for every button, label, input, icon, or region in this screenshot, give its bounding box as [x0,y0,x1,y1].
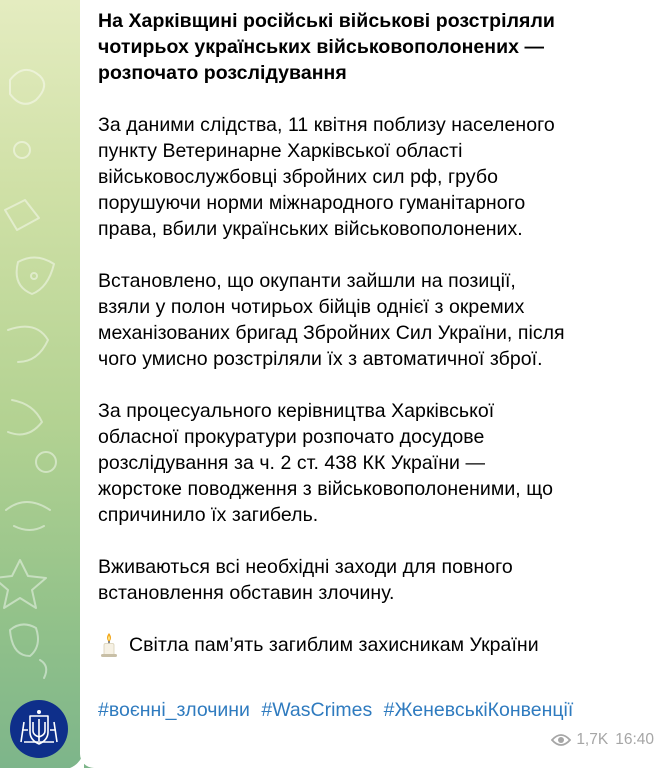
hashtag-row [98,697,573,723]
message-meta [551,729,654,751]
post-title: На Харківщині російські військові розстріляли чотирьох українських військовополонених — розпочато розслідування [98,10,555,84]
prosecutor-emblem-icon [10,700,68,758]
candle-icon [98,632,120,658]
hashtag-geneva-conventions[interactable]: #ЖеневськіКонвенції [383,699,574,721]
paragraph-investigation: За даними слідства, 11 квітня поблизу населеного пункту Ветеринарне Харківської області військовослужбовці збройних сил рф, грубо порушуючи норми міжнародного гуманітарного права, вбили українських військовополонених. [98,114,555,240]
message-text [98,8,648,684]
hashtag-wascrimes[interactable]: #WasCrimes [261,699,373,721]
view-count: 1,7K [576,731,609,748]
paragraph-proceedings: За процесуального керівництва Харківської обласної прокуратури розпочато досудове розслідування за ч. 2 ст. 438 КК України — жорстоке поводження з військовополоненими, що спричинило їх загибель. [98,400,553,526]
hashtag-war-crimes-ua[interactable]: #воєнні_злочини [98,699,250,721]
paragraph-measures: Вживаються всі необхідні заходи для повного встановлення обставин злочину. [98,556,513,604]
memorial-text: Світла пам’ять загиблим захисникам України [129,634,539,656]
channel-avatar[interactable] [10,700,68,758]
memorial-line [98,632,648,658]
message-time: 16:40 [615,731,654,748]
eye-icon [551,733,571,747]
paragraph-established: Встановлено, що окупанти зайшли на позиції, взяли у полон чотирьох бійців однієї з окремих механізованих бригад Збройних Сил України, після чого умисно розстріляли їх з автоматичної зброї. [98,270,565,370]
